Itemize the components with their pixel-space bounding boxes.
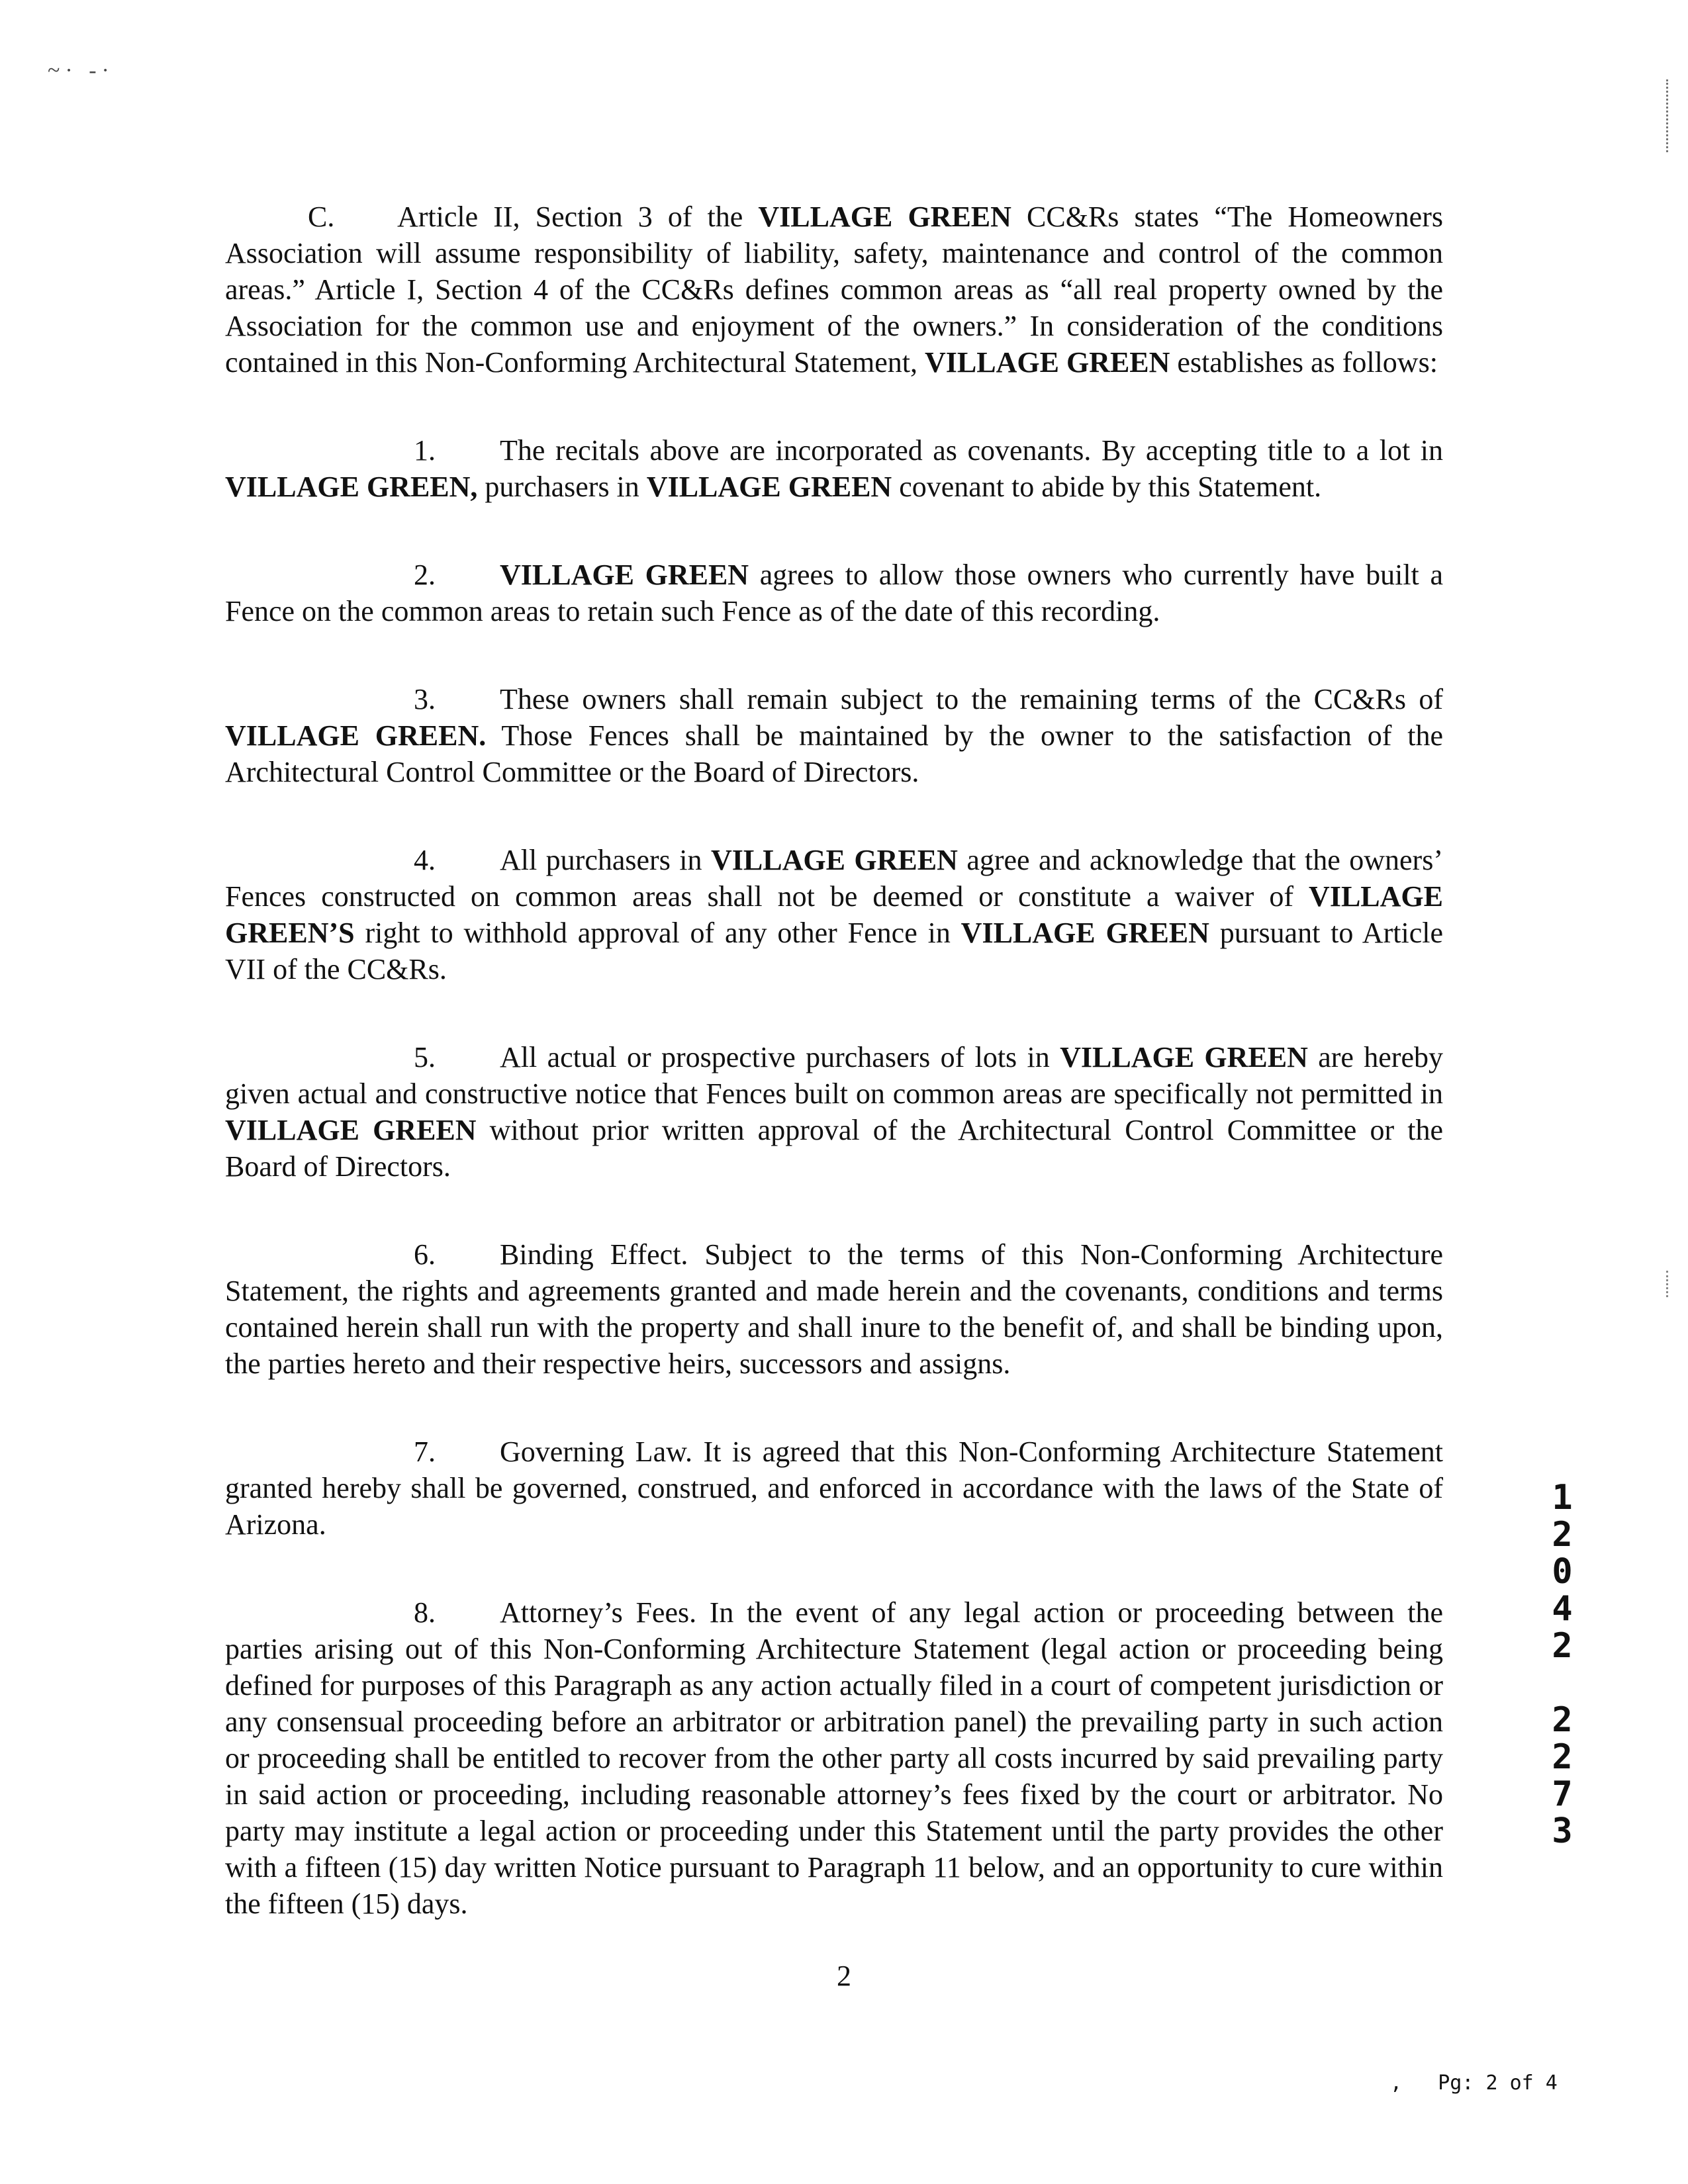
paragraph-c-vg-1: VILLAGE GREEN xyxy=(925,346,1170,379)
paragraph-c-text-2: CC&Rs states “The Homeowners Association will assume responsibility of liability, safety, maintenance and control of the common areas.” Article I, Section 4 of the CC&Rs defines common areas as “all real property owned by the Association for the common use and enjoyment of the owners.” In consideration of the conditions contained in this Non-Conforming Architectural Statement, xyxy=(225,201,1443,379)
paragraph-7 xyxy=(225,1433,1443,1543)
paragraph-text: covenant to abide by this Statement. xyxy=(892,471,1322,503)
paragraph-number: 1. xyxy=(414,434,436,467)
paragraph-c xyxy=(225,199,1443,381)
paragraph-text: agree and acknowledge that the owners’ Fences constructed on common areas shall not be deemed or constitute a waiver of xyxy=(225,844,1443,913)
paragraph-text: Governing Law. It is agreed that this Non-Conforming Architecture Statement granted hereby shall be governed, construed, and enforced in accordance with the laws of the State of Arizona. xyxy=(225,1435,1443,1541)
paragraph-text: The recitals above are incorporated as covenants. By accepting title to a lot in xyxy=(500,434,1443,467)
recording-gap xyxy=(1542,1664,1582,1702)
paragraph-number: 5. xyxy=(414,1041,436,1073)
paragraph-number: 7. xyxy=(414,1435,436,1468)
paragraph-text: are hereby given actual and constructive notice that Fences built on common areas are specifically not permitted in xyxy=(225,1041,1443,1110)
paragraph-5 xyxy=(225,1039,1443,1185)
recording-digit: 0 xyxy=(1552,1552,1573,1592)
paragraph-text: Binding Effect. Subject to the terms of this Non-Conforming Architecture Statement, the rights and agreements granted and made herein and the covenants, conditions and terms contained herein shall run with the property and shall inure to the benefit of, and shall be binding upon, the parties hereto and their respective heirs, successors and assigns. xyxy=(225,1238,1443,1380)
recording-digit: 3 xyxy=(1552,1811,1573,1851)
village-green-term: VILLAGE GREEN xyxy=(1060,1041,1308,1073)
paragraph-text: right to withhold approval of any other Fence in xyxy=(354,917,961,949)
paragraph-text: purchasers in xyxy=(477,471,647,503)
corner-scan-mark: ~· -· xyxy=(48,58,115,83)
village-green-term: VILLAGE GREEN xyxy=(225,1114,477,1146)
paragraph-text: All actual or prospective purchasers of lots in xyxy=(500,1041,1060,1073)
paragraph-text: agrees to allow those owners who currently have built a Fence on the common areas to retain such Fence as of the date of this recording. xyxy=(225,559,1443,627)
paragraph-number: 8. xyxy=(414,1596,436,1629)
paragraph-text: All purchasers in xyxy=(500,844,711,876)
recording-digit: 1 xyxy=(1552,1478,1573,1518)
village-green-term: VILLAGE GREEN. xyxy=(225,719,487,752)
document-body xyxy=(225,199,1443,1922)
recording-digit: 4 xyxy=(1552,1589,1573,1629)
recording-digit: 2 xyxy=(1552,1626,1573,1666)
paragraph-4 xyxy=(225,842,1443,987)
paragraph-number: 6. xyxy=(414,1238,436,1271)
village-green-term: VILLAGE GREEN xyxy=(500,559,749,591)
edge-scan-mark xyxy=(1666,79,1671,152)
paragraph-text: These owners shall remain subject to the remaining terms of the CC&Rs of xyxy=(500,683,1443,715)
paragraph-text: Those Fences shall be maintained by the owner to the satisfaction of the Architectural Control Committee or the Board of Directors. xyxy=(225,719,1443,788)
paragraph-1 xyxy=(225,432,1443,505)
village-green-term: VILLAGE GREEN xyxy=(646,471,892,503)
paragraph-c-text-4: establishes as follows: xyxy=(1170,346,1438,379)
paragraph-2 xyxy=(225,557,1443,629)
paragraph-3 xyxy=(225,681,1443,790)
paragraph-text: without prior written approval of the Architectural Control Committee or the Board of Directors. xyxy=(225,1114,1443,1183)
page-count-footer: , Pg: 2 of 4 xyxy=(1390,2071,1558,2095)
paragraph-text: pursuant to Article VII of the CC&Rs. xyxy=(225,917,1443,985)
village-green-term: VILLAGE GREEN, xyxy=(225,471,478,503)
recording-number-stamp xyxy=(1542,1479,1582,1850)
recording-digit: 2 xyxy=(1552,1737,1573,1777)
paragraph-c-label: C. xyxy=(308,201,335,233)
village-green-term: VILLAGE GREEN xyxy=(961,917,1209,949)
recording-digit: 2 xyxy=(1552,1700,1573,1740)
paragraph-c-text-0: Article II, Section 3 of the xyxy=(397,201,759,233)
paragraph-6 xyxy=(225,1236,1443,1382)
paragraph-number: 2. xyxy=(414,559,436,591)
paragraph-number: 3. xyxy=(414,683,436,715)
village-green-term: VILLAGE GREEN’S xyxy=(225,880,1443,949)
recording-digit: 7 xyxy=(1552,1774,1573,1814)
recording-digit: 2 xyxy=(1552,1515,1573,1555)
page-number: 2 xyxy=(837,1960,851,1992)
village-green-term: VILLAGE GREEN xyxy=(710,844,958,876)
paragraph-text: Attorney’s Fees. In the event of any legal action or proceeding between the parties arising out of this Non-Conforming Architecture Statement (legal action or proceeding being defined for purposes of this Paragraph as any action actually filed in a court of competent jurisdiction or any consensual proceeding before an arbitrator or arbitration panel) the prevailing party in such action or proceeding shall be entitled to recover from the other party all costs incurred by said prevailing party in said action or proceeding, including reasonable attorney’s fees fixed by the court or arbitrator. No party may institute a legal action or proceeding under this Statement until the party provides the other with a fifteen (15) day written Notice pursuant to Paragraph 11 below, and an opportunity to cure within the fifteen (15) days. xyxy=(225,1596,1443,1920)
paragraph-c-vg-0: VILLAGE GREEN xyxy=(758,201,1011,233)
edge-scan-mark-lower xyxy=(1666,1271,1671,1297)
paragraph-number: 4. xyxy=(414,844,436,876)
paragraph-8 xyxy=(225,1594,1443,1922)
